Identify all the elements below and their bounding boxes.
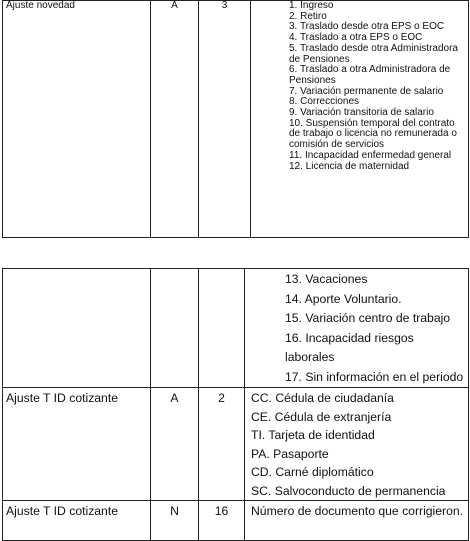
field-options-cell [245,269,469,388]
list-item: 9. Variación transitoria de salario [289,107,434,119]
table-row [3,388,469,501]
list-item: 13. Vacaciones [285,272,368,286]
field-name-cell: Ajuste T ID cotizante [3,501,151,541]
list-item: 10. Suspensión temporal del contrato de trabajo o licencia no remunerada o comisión de servicios [289,117,457,151]
field-table-top [2,0,469,238]
list-item: 2. Retiro [289,10,327,22]
field-type-cell: A [151,388,199,501]
field-length-cell: 2 [199,388,245,501]
field-length-cell: 3 [199,1,251,238]
list-item: 15. Variación centro de trabajo [285,311,451,325]
table-row [3,501,469,541]
list-item: CD. Carné diplomático [251,465,374,479]
field-type-cell: A [151,1,199,238]
field-name-cell: Ajuste novedad [3,1,151,238]
list-item: CE. Cédula de extranjería [251,409,392,424]
field-options-cell [245,501,469,541]
list-item: TI. Tarjeta de identidad [251,428,375,442]
list-item: 4. Traslado a otra EPS o EOC [289,32,423,44]
field-length-cell [199,269,245,388]
list-item: 6. Traslado a otra Administradora de Pensiones [289,64,451,86]
field-type-cell [151,269,199,388]
list-item: 11. Incapacidad enfermedad general [289,149,452,161]
list-item: 3. Traslado desde otra EPS o EOC [289,21,445,33]
list-item: Número de documento que corrigieron. [251,504,464,518]
table-row [3,1,469,238]
field-name-cell [3,269,151,388]
field-options-cell [245,388,469,501]
field-table-bottom [2,268,469,541]
list-item: 7. Variación permanente de salario [289,85,444,97]
field-name-cell: Ajuste T ID cotizante [3,388,151,501]
table-row [3,269,469,388]
field-length-cell: 16 [199,501,245,541]
list-item: 17. Sin información en el periodo [285,369,464,384]
list-item: 12. Licencia de maternidad [289,160,410,172]
list-item: 16. Incapacidad riesgos laborales [285,330,414,364]
list-item: PA. Pasaporte [251,446,329,461]
list-item: 14. Aporte Voluntario. [285,291,402,306]
list-item: 8. Correcciones [289,96,360,108]
list-item: CC. Cédula de ciudadanía [251,391,394,405]
field-type-cell: N [151,501,199,541]
list-item: SC. Salvoconducto de permanencia [251,483,446,498]
field-options-cell [251,1,469,238]
options-list [289,1,465,237]
list-item: 1. Ingreso [289,1,334,11]
list-item: 5. Traslado desde otra Administradora de Pensiones [289,42,458,65]
